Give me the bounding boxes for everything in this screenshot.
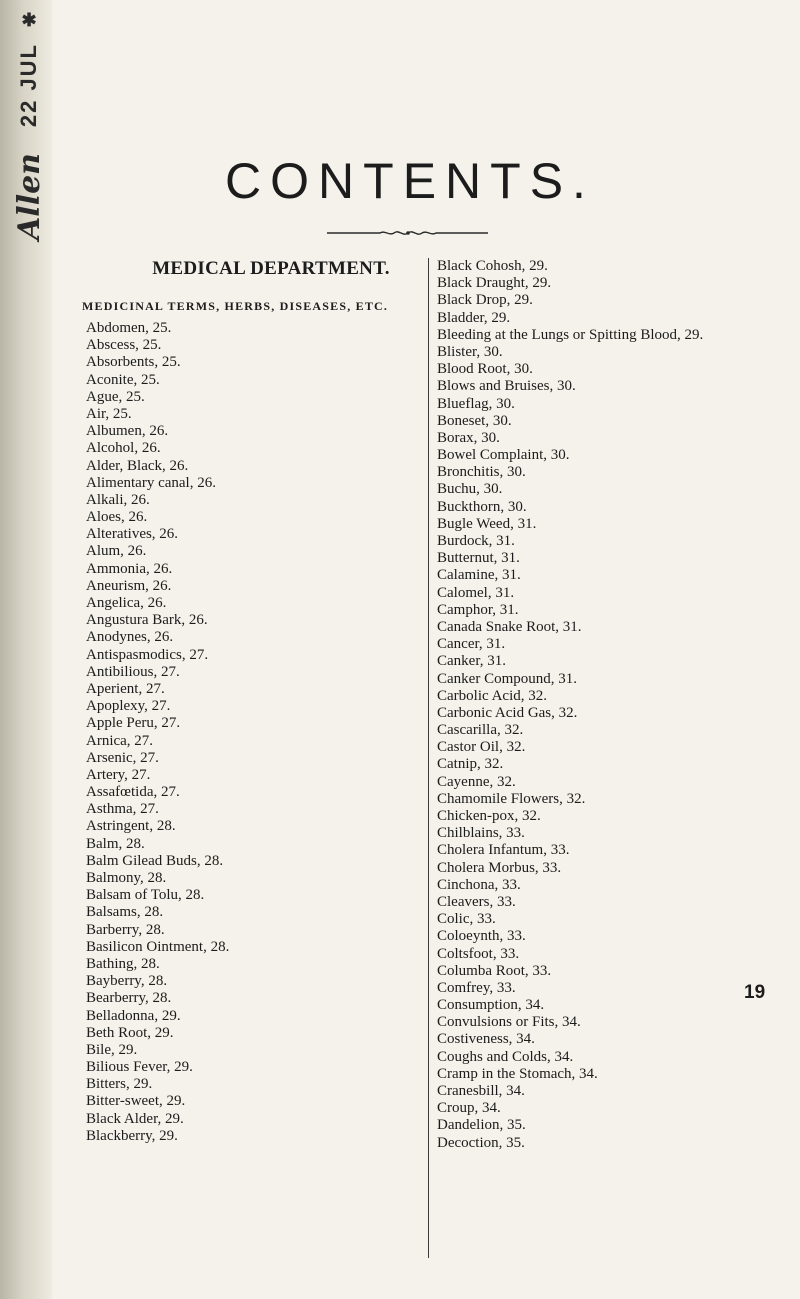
index-entry: Balm, 28.: [86, 835, 145, 852]
stamp-signature: Allen: [11, 153, 47, 241]
index-entry: Black Draught, 29.: [437, 275, 552, 292]
index-entry: Castor Oil, 32.: [437, 739, 526, 756]
index-entry: Artery, 27.: [86, 766, 151, 783]
index-entry: Blood Root, 30.: [437, 361, 533, 378]
index-entry: Aconite, 25.: [86, 371, 160, 388]
index-entry: Carbonic Acid Gas, 32.: [437, 704, 578, 721]
index-entry: Arnica, 27.: [86, 732, 154, 749]
index-entry: Antibilious, 27.: [86, 663, 180, 680]
index-entry: Apple Peru, 27.: [86, 715, 181, 732]
index-entry: Blueflag, 30.: [437, 395, 515, 412]
index-entry: Anodynes, 26.: [86, 629, 174, 646]
index-entry: Bearberry, 28.: [86, 990, 172, 1007]
index-entry: Bitter-sweet, 29.: [86, 1093, 186, 1110]
index-entry: Camphor, 31.: [437, 601, 519, 618]
index-entry: Coughs and Colds, 34.: [437, 1048, 574, 1065]
index-entry: Belladonna, 29.: [86, 1007, 181, 1024]
index-entry: Buckthorn, 30.: [437, 498, 527, 515]
index-entry: Angelica, 26.: [86, 595, 167, 611]
index-entry: Aloes, 26.: [86, 509, 148, 526]
index-entry: Borax, 30.: [437, 429, 500, 446]
index-entry: Assafœtida, 27.: [86, 784, 180, 801]
index-entry: Alkali, 26.: [86, 491, 150, 508]
index-entry: Apoplexy, 27.: [86, 698, 171, 715]
index-entry: Aperient, 27.: [86, 680, 165, 697]
index-entry: Dandelion, 35.: [437, 1117, 526, 1134]
page-number: 19: [744, 982, 766, 1003]
index-entry: Arsenic, 27.: [86, 749, 159, 766]
index-entry: Colic, 33.: [437, 911, 496, 928]
column-divider: [428, 258, 429, 1258]
index-entry: Absorbents, 25.: [86, 354, 181, 371]
index-entry: Cleavers, 33.: [437, 893, 516, 910]
index-entry: Balsam of Tolu, 28.: [86, 887, 205, 904]
department-title: MEDICAL DEPARTMENT.: [152, 258, 390, 279]
index-entry: Butternut, 31.: [437, 550, 520, 567]
index-entry: Air, 25.: [86, 405, 132, 422]
department-subtitle: MEDICINAL TERMS, HERBS, DISEASES, ETC.: [82, 299, 389, 313]
index-entry: Ammonia, 26.: [86, 560, 173, 577]
index-entry: Bleeding at the Lungs or Spitting Blood, 29.: [437, 326, 704, 343]
index-entry: Costiveness, 34.: [437, 1031, 535, 1048]
index-entry: Bladder, 29.: [437, 309, 511, 326]
index-entry: Bitters, 29.: [86, 1076, 153, 1093]
index-entry: Cascarilla, 32.: [437, 722, 524, 739]
index-entry: Black Alder, 29.: [86, 1110, 184, 1127]
decorative-rule-icon: [325, 228, 490, 238]
index-entry: Antispasmodics, 27.: [86, 646, 209, 663]
index-entry: Boneset, 30.: [437, 412, 512, 429]
index-entry: Columba Root, 33.: [437, 962, 552, 979]
index-entry: Burdock, 31.: [437, 533, 515, 549]
index-entry: Chilblains, 33.: [437, 825, 525, 842]
index-entry: Chicken-pox, 32.: [437, 808, 541, 824]
index-entry: Astringent, 28.: [86, 818, 176, 835]
index-entry: Cinchona, 33.: [437, 876, 521, 893]
index-entry: Beth Root, 29.: [86, 1024, 174, 1041]
index-entry: Cancer, 31.: [437, 636, 506, 653]
index-entry: Cayenne, 32.: [437, 773, 516, 790]
index-entry: Consumption, 34.: [437, 997, 545, 1014]
index-entry: Canker Compound, 31.: [437, 670, 577, 687]
index-entry: Angustura Bark, 26.: [86, 612, 208, 629]
index-entry: Decoction, 35.: [437, 1134, 525, 1151]
index-entry: Balm Gilead Buds, 28.: [86, 852, 224, 869]
index-entry: Bathing, 28.: [86, 955, 160, 972]
index-entry: Bugle Weed, 31.: [437, 515, 537, 532]
index-entry: Coloeynth, 33.: [437, 928, 526, 945]
index-entry: Balmony, 28.: [86, 870, 167, 886]
index-entry: Abdomen, 25.: [86, 320, 172, 336]
index-entry: Blows and Bruises, 30.: [437, 378, 576, 395]
index-entry: Alcohol, 26.: [86, 440, 161, 457]
stamp-date: 22 JUL: [16, 43, 41, 128]
index-entry: Cramp in the Stomach, 34.: [437, 1065, 598, 1082]
index-entry: Albumen, 26.: [86, 423, 169, 440]
index-entry: Bilious Fever, 29.: [86, 1059, 193, 1076]
library-stamp: [11, 10, 47, 270]
index-entry: Aneurism, 26.: [86, 577, 172, 594]
page-title: CONTENTS.: [225, 153, 595, 209]
index-entry: Black Cohosh, 29.: [437, 258, 548, 274]
index-entry: Coltsfoot, 33.: [437, 945, 520, 962]
index-entry: Alimentary canal, 26.: [86, 474, 216, 491]
index-entry: Cholera Infantum, 33.: [437, 842, 570, 859]
index-entry: Alum, 26.: [86, 543, 147, 560]
index-entry: Catnip, 32.: [437, 756, 504, 773]
index-entry: Bowel Complaint, 30.: [437, 447, 570, 464]
index-entry: Blister, 30.: [437, 343, 503, 360]
index-right-column: [437, 258, 787, 1152]
index-entry: Croup, 34.: [437, 1100, 501, 1117]
index-entry: Alteratives, 26.: [86, 526, 179, 543]
index-entry: Basilicon Ointment, 28.: [86, 938, 230, 955]
index-entry: Asthma, 27.: [86, 801, 159, 818]
index-entry: Bayberry, 28.: [86, 973, 168, 990]
index-entry: Ague, 25.: [86, 388, 145, 405]
index-entry: Cranesbill, 34.: [437, 1083, 525, 1099]
index-entry: Carbolic Acid, 32.: [437, 687, 547, 704]
index-entry: Comfrey, 33.: [437, 979, 516, 996]
index-entry: Barberry, 28.: [86, 921, 165, 938]
index-entry: Buchu, 30.: [437, 481, 503, 498]
index-entry: Calamine, 31.: [437, 567, 521, 584]
index-entry: Alder, Black, 26.: [86, 457, 189, 474]
index-entry: Balsams, 28.: [86, 904, 164, 921]
index-entry: Canada Snake Root, 31.: [437, 618, 582, 635]
index-entry: Blackberry, 29.: [86, 1127, 178, 1144]
stamp-glyph: ✱: [21, 10, 37, 30]
index-entry: Black Drop, 29.: [437, 292, 533, 309]
index-entry: Chamomile Flowers, 32.: [437, 790, 586, 807]
index-entry: Cholera Morbus, 33.: [437, 859, 562, 876]
index-left-column: [86, 320, 416, 1145]
index-entry: Bronchitis, 30.: [437, 464, 526, 481]
index-entry: Bile, 29.: [86, 1041, 138, 1058]
index-entry: Canker, 31.: [437, 653, 506, 670]
index-entry: Calomel, 31.: [437, 584, 515, 601]
index-entry: Abscess, 25.: [86, 337, 162, 354]
index-entry: Convulsions or Fits, 34.: [437, 1014, 581, 1031]
